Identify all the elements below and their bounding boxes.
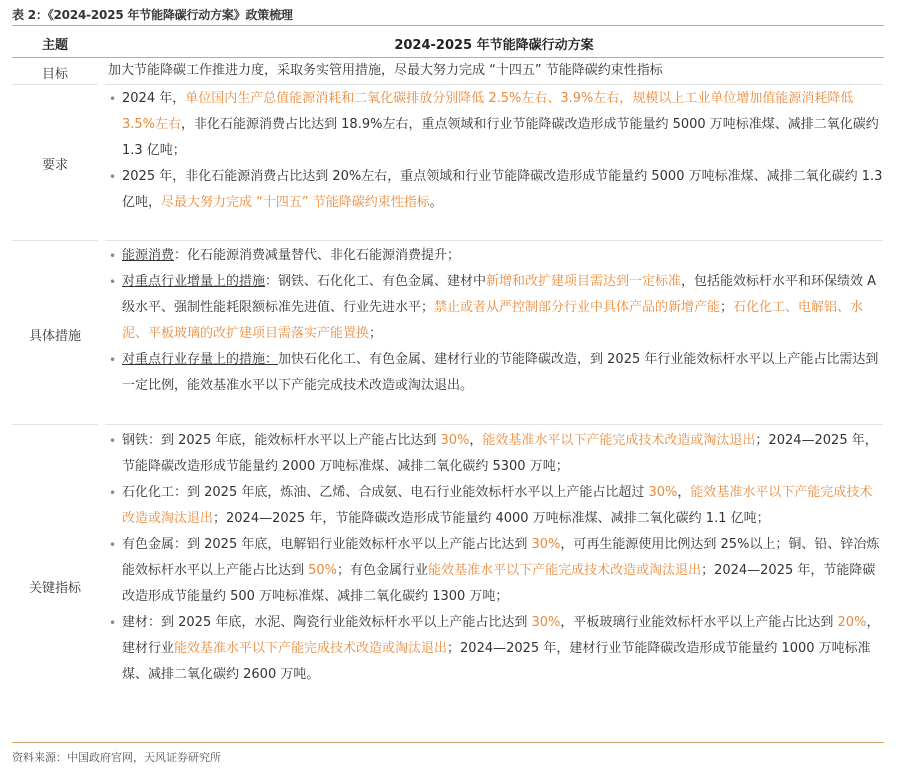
bottom-rule	[12, 742, 884, 743]
topic-measures: 具体措施	[28, 329, 81, 344]
top-rule	[12, 25, 884, 26]
list-item: • 能源消费：化石能源消费减量替代、非化石能源消费提升；	[105, 243, 883, 269]
target-text: 加大节能降碳工作推进力度，采取务实管用措施，尽最大努力完成 “十四五” 节能降碳约束性指标	[108, 63, 663, 78]
requirements-content	[105, 86, 883, 216]
topic-indicators: 关键指标	[28, 581, 81, 596]
table-caption: 表 2：《2024-2025 年节能降碳行动方案》政策梳理	[12, 8, 293, 22]
list-item: • 建材：到 2025 年底，水泥、陶瓷行业能效标杆水平以上产能占比达到 30%，平板玻璃行业能效标杆水平以上产能占比达到 20%，建材行业能效基准水平以下产能完成技术改造或淘汰退出；2024—2025 年，建材行业节能降碳改造形成节能量约 1000 万吨标准煤、减排二氧化碳约 2600 万吨。	[105, 610, 883, 688]
divider	[105, 240, 883, 241]
list-item: • 钢铁：到 2025 年底，能效标杆水平以上产能占比达到 30%，能效基准水平以下产能完成技术改造或淘汰退出；2024—2025 年，节能降碳改造形成节能量约 2000 万吨标准煤、减排二氧化碳约 5300 万吨；	[105, 428, 883, 480]
header-topic: 主题	[41, 38, 68, 53]
topic-target: 目标	[41, 67, 68, 82]
list-item: • 2025 年，非化石能源消费占比达到 20%左右，重点领域和行业节能降碳改造形成节能量约 5000 万吨标准煤、减排二氧化碳约 1.3 亿吨，尽最大努力完成 “十四五” 节能降碳约束性指标。	[105, 164, 883, 216]
source-note: 资料来源：中国政府官网，天风证券研究所	[12, 751, 221, 764]
indicators-content	[105, 428, 883, 688]
divider	[105, 424, 883, 425]
target-content	[105, 58, 883, 84]
divider	[12, 240, 98, 241]
measures-content	[105, 243, 883, 399]
list-item: • 2024 年，单位国内生产总值能源消耗和二氧化碳排放分别降低 2.5%左右、3.9%左右，规模以上工业单位增加值能源消耗降低 3.5%左右，非化石能源消费占比达到 18.9%左右，重点领域和行业节能降碳改造形成节能量约 5000 万吨标准煤、减排二氧化碳约 1.3 亿吨；	[105, 86, 883, 164]
list-item: • 有色金属：到 2025 年底，电解铝行业能效标杆水平以上产能占比达到 30%，可再生能源使用比例达到 25%以上；铜、铅、锌冶炼能效标杆水平以上产能占比达到 50%；有色金属行业能效基准水平以下产能完成技术改造或淘汰退出；2024—2025 年，节能降碳改造形成节能量约 500 万吨标准煤、减排二氧化碳约 1300 万吨；	[105, 532, 883, 610]
header-plan: 2024-2025 年节能降碳行动方案	[394, 38, 594, 53]
divider	[105, 84, 883, 85]
list-item: • 对重点行业存量上的措施：加快石化化工、有色金属、建材行业的节能降碳改造，到 2025 年行业能效标杆水平以上产能占比需达到一定比例，能效基准水平以下产能完成技术改造或淘汰退出。	[105, 347, 883, 399]
list-item: • 对重点行业增量上的措施：钢铁、石化化工、有色金属、建材中新增和改扩建项目需达到一定标准，包括能效标杆水平和环保绩效 A 级水平、强制性能耗限额标准先进值、行业先进水平；禁止或者从严控制部分行业中具体产品的新增产能；石化化工、电解铝、水泥、平板玻璃的改扩建项目需落实产能置换；	[105, 269, 883, 347]
divider	[12, 424, 98, 425]
divider	[12, 84, 98, 85]
list-item: • 石化化工：到 2025 年底，炼油、乙烯、合成氨、电石行业能效标杆水平以上产能占比超过 30%，能效基准水平以下产能完成技术改造或淘汰退出；2024—2025 年，节能降碳改造形成节能量约 4000 万吨标准煤、减排二氧化碳约 1.1 亿吨；	[105, 480, 883, 532]
topic-requirements: 要求	[41, 158, 68, 173]
